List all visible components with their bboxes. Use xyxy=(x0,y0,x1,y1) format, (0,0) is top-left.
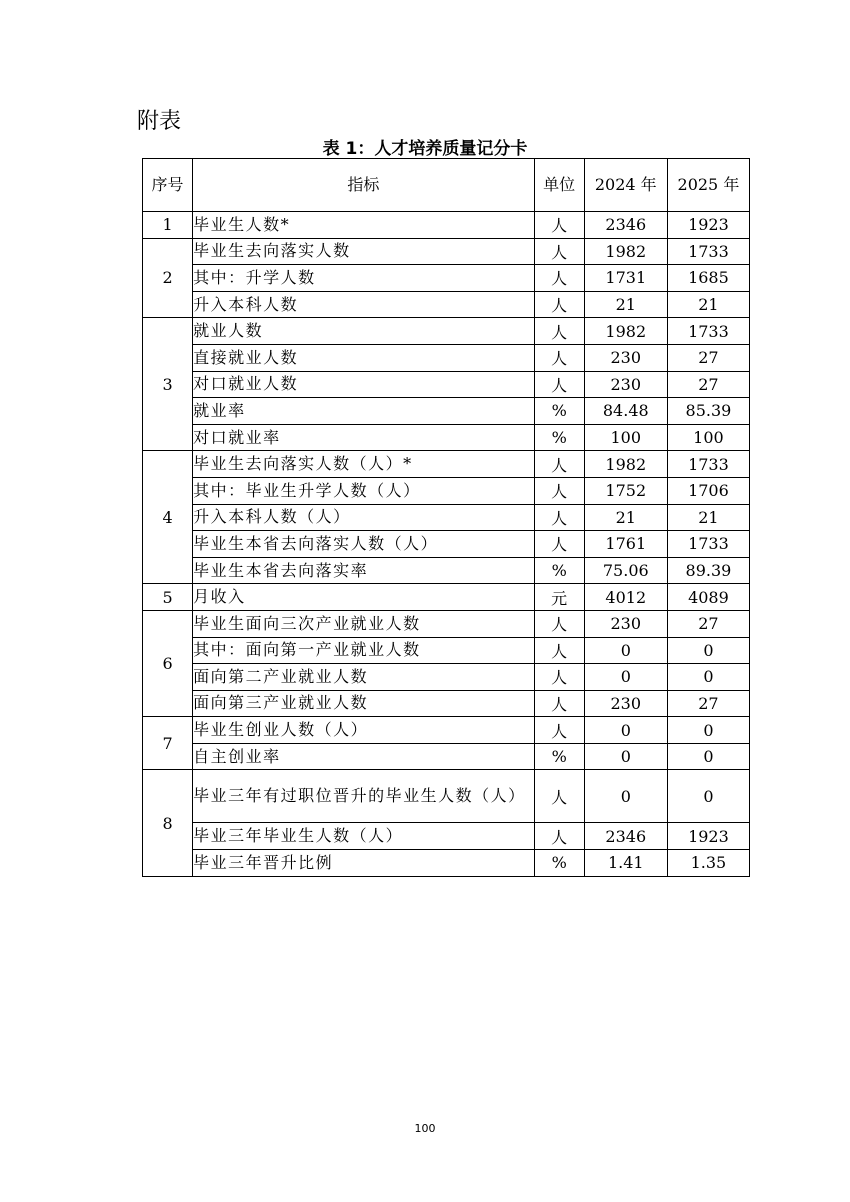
unit-cell: 元 xyxy=(534,584,584,611)
value-2025-cell: 21 xyxy=(667,504,749,531)
value-2024-cell: 75.06 xyxy=(584,557,667,584)
unit-cell: % xyxy=(534,557,584,584)
value-2024-cell: 21 xyxy=(584,291,667,318)
unit-cell: 人 xyxy=(534,477,584,504)
indicator-cell: 就业人数 xyxy=(193,318,535,345)
table-row xyxy=(143,398,750,425)
table-row xyxy=(143,637,750,664)
value-2024-cell: 230 xyxy=(584,610,667,637)
page-number: 100 xyxy=(414,1122,436,1135)
indicator-cell: 升入本科人数（人） xyxy=(193,504,535,531)
header-unit: 单位 xyxy=(534,159,584,212)
unit-cell: 人 xyxy=(534,291,584,318)
table-body xyxy=(143,212,750,877)
unit-cell: 人 xyxy=(534,504,584,531)
unit-cell: % xyxy=(534,424,584,451)
unit-cell: 人 xyxy=(534,770,584,823)
value-2024-cell: 230 xyxy=(584,371,667,398)
value-2024-cell: 100 xyxy=(584,424,667,451)
row-seq-number: 2 xyxy=(143,238,193,318)
value-2025-cell: 27 xyxy=(667,344,749,371)
unit-cell: 人 xyxy=(534,371,584,398)
value-2024-cell: 1752 xyxy=(584,477,667,504)
table-row xyxy=(143,770,750,823)
value-2025-cell: 1733 xyxy=(667,451,749,478)
unit-cell: % xyxy=(534,850,584,877)
table-header-row xyxy=(143,159,750,212)
value-2025-cell: 1.35 xyxy=(667,850,749,877)
value-2024-cell: 1731 xyxy=(584,265,667,292)
row-seq-number: 4 xyxy=(143,451,193,584)
value-2024-cell: 1982 xyxy=(584,318,667,345)
table-row xyxy=(143,451,750,478)
value-2025-cell: 4089 xyxy=(667,584,749,611)
value-2024-cell: 21 xyxy=(584,504,667,531)
indicator-cell: 毕业生创业人数（人） xyxy=(193,717,535,744)
unit-cell: 人 xyxy=(534,238,584,265)
row-seq-number: 5 xyxy=(143,584,193,611)
indicator-cell: 毕业生去向落实人数 xyxy=(193,238,535,265)
row-seq-number: 1 xyxy=(143,212,193,239)
value-2024-cell: 0 xyxy=(584,717,667,744)
table-row xyxy=(143,584,750,611)
value-2024-cell: 230 xyxy=(584,344,667,371)
indicator-cell: 毕业生面向三次产业就业人数 xyxy=(193,610,535,637)
table-row xyxy=(143,850,750,877)
header-seq: 序号 xyxy=(143,159,193,212)
table-row xyxy=(143,424,750,451)
indicator-cell: 毕业三年有过职位晋升的毕业生人数（人） xyxy=(193,770,535,823)
header-year-2025: 2025 年 xyxy=(667,159,749,212)
value-2025-cell: 21 xyxy=(667,291,749,318)
talent-quality-scorecard-table xyxy=(142,158,750,877)
unit-cell: 人 xyxy=(534,531,584,558)
table-row xyxy=(143,371,750,398)
indicator-cell: 毕业生本省去向落实人数（人） xyxy=(193,531,535,558)
unit-cell: 人 xyxy=(534,637,584,664)
value-2024-cell: 2346 xyxy=(584,212,667,239)
indicator-cell: 面向第三产业就业人数 xyxy=(193,690,535,717)
table-row xyxy=(143,344,750,371)
header-indicator: 指标 xyxy=(193,159,535,212)
value-2025-cell: 1733 xyxy=(667,318,749,345)
unit-cell: 人 xyxy=(534,451,584,478)
value-2024-cell: 1761 xyxy=(584,531,667,558)
value-2025-cell: 1685 xyxy=(667,265,749,292)
value-2025-cell: 27 xyxy=(667,690,749,717)
unit-cell: 人 xyxy=(534,318,584,345)
value-2024-cell: 1982 xyxy=(584,451,667,478)
value-2025-cell: 0 xyxy=(667,743,749,770)
indicator-cell: 其中：面向第一产业就业人数 xyxy=(193,637,535,664)
value-2025-cell: 100 xyxy=(667,424,749,451)
indicator-cell: 直接就业人数 xyxy=(193,344,535,371)
table-row xyxy=(143,823,750,850)
value-2024-cell: 2346 xyxy=(584,823,667,850)
value-2025-cell: 27 xyxy=(667,371,749,398)
indicator-cell: 毕业三年毕业生人数（人） xyxy=(193,823,535,850)
value-2024-cell: 230 xyxy=(584,690,667,717)
indicator-cell: 对口就业率 xyxy=(193,424,535,451)
value-2024-cell: 0 xyxy=(584,637,667,664)
indicator-cell: 其中：毕业生升学人数（人） xyxy=(193,477,535,504)
value-2024-cell: 1.41 xyxy=(584,850,667,877)
indicator-cell: 对口就业人数 xyxy=(193,371,535,398)
value-2025-cell: 0 xyxy=(667,637,749,664)
table-row xyxy=(143,690,750,717)
indicator-cell: 毕业生人数* xyxy=(193,212,535,239)
row-seq-number: 7 xyxy=(143,717,193,770)
table-row xyxy=(143,717,750,744)
unit-cell: 人 xyxy=(534,690,584,717)
value-2025-cell: 1733 xyxy=(667,531,749,558)
unit-cell: 人 xyxy=(534,717,584,744)
value-2025-cell: 0 xyxy=(667,770,749,823)
value-2024-cell: 0 xyxy=(584,664,667,691)
value-2025-cell: 85.39 xyxy=(667,398,749,425)
indicator-cell: 毕业三年晋升比例 xyxy=(193,850,535,877)
value-2024-cell: 0 xyxy=(584,743,667,770)
value-2025-cell: 1733 xyxy=(667,238,749,265)
table-row xyxy=(143,743,750,770)
unit-cell: 人 xyxy=(534,610,584,637)
value-2024-cell: 84.48 xyxy=(584,398,667,425)
unit-cell: % xyxy=(534,743,584,770)
table-title: 表 1：人才培养质量记分卡 xyxy=(322,139,528,159)
unit-cell: 人 xyxy=(534,265,584,292)
value-2025-cell: 0 xyxy=(667,664,749,691)
table-row xyxy=(143,504,750,531)
indicator-cell: 面向第二产业就业人数 xyxy=(193,664,535,691)
header-year-2024: 2024 年 xyxy=(584,159,667,212)
table-row xyxy=(143,212,750,239)
value-2025-cell: 0 xyxy=(667,717,749,744)
unit-cell: % xyxy=(534,398,584,425)
unit-cell: 人 xyxy=(534,344,584,371)
value-2024-cell: 0 xyxy=(584,770,667,823)
value-2025-cell: 1923 xyxy=(667,212,749,239)
indicator-cell: 其中：升学人数 xyxy=(193,265,535,292)
indicator-cell: 自主创业率 xyxy=(193,743,535,770)
indicator-cell: 毕业生本省去向落实率 xyxy=(193,557,535,584)
value-2025-cell: 27 xyxy=(667,610,749,637)
table-row xyxy=(143,291,750,318)
unit-cell: 人 xyxy=(534,212,584,239)
table-row xyxy=(143,265,750,292)
value-2025-cell: 1706 xyxy=(667,477,749,504)
value-2024-cell: 4012 xyxy=(584,584,667,611)
value-2025-cell: 89.39 xyxy=(667,557,749,584)
appendix-title: 附表 xyxy=(137,109,182,134)
table-row xyxy=(143,477,750,504)
unit-cell: 人 xyxy=(534,664,584,691)
table-row xyxy=(143,318,750,345)
table-row xyxy=(143,238,750,265)
indicator-cell: 毕业生去向落实人数（人）* xyxy=(193,451,535,478)
table-row xyxy=(143,610,750,637)
indicator-cell: 就业率 xyxy=(193,398,535,425)
unit-cell: 人 xyxy=(534,823,584,850)
row-seq-number: 8 xyxy=(143,770,193,876)
indicator-cell: 月收入 xyxy=(193,584,535,611)
row-seq-number: 6 xyxy=(143,610,193,716)
indicator-cell: 升入本科人数 xyxy=(193,291,535,318)
table-row xyxy=(143,531,750,558)
value-2024-cell: 1982 xyxy=(584,238,667,265)
value-2025-cell: 1923 xyxy=(667,823,749,850)
table-row xyxy=(143,664,750,691)
row-seq-number: 3 xyxy=(143,318,193,451)
table-row xyxy=(143,557,750,584)
